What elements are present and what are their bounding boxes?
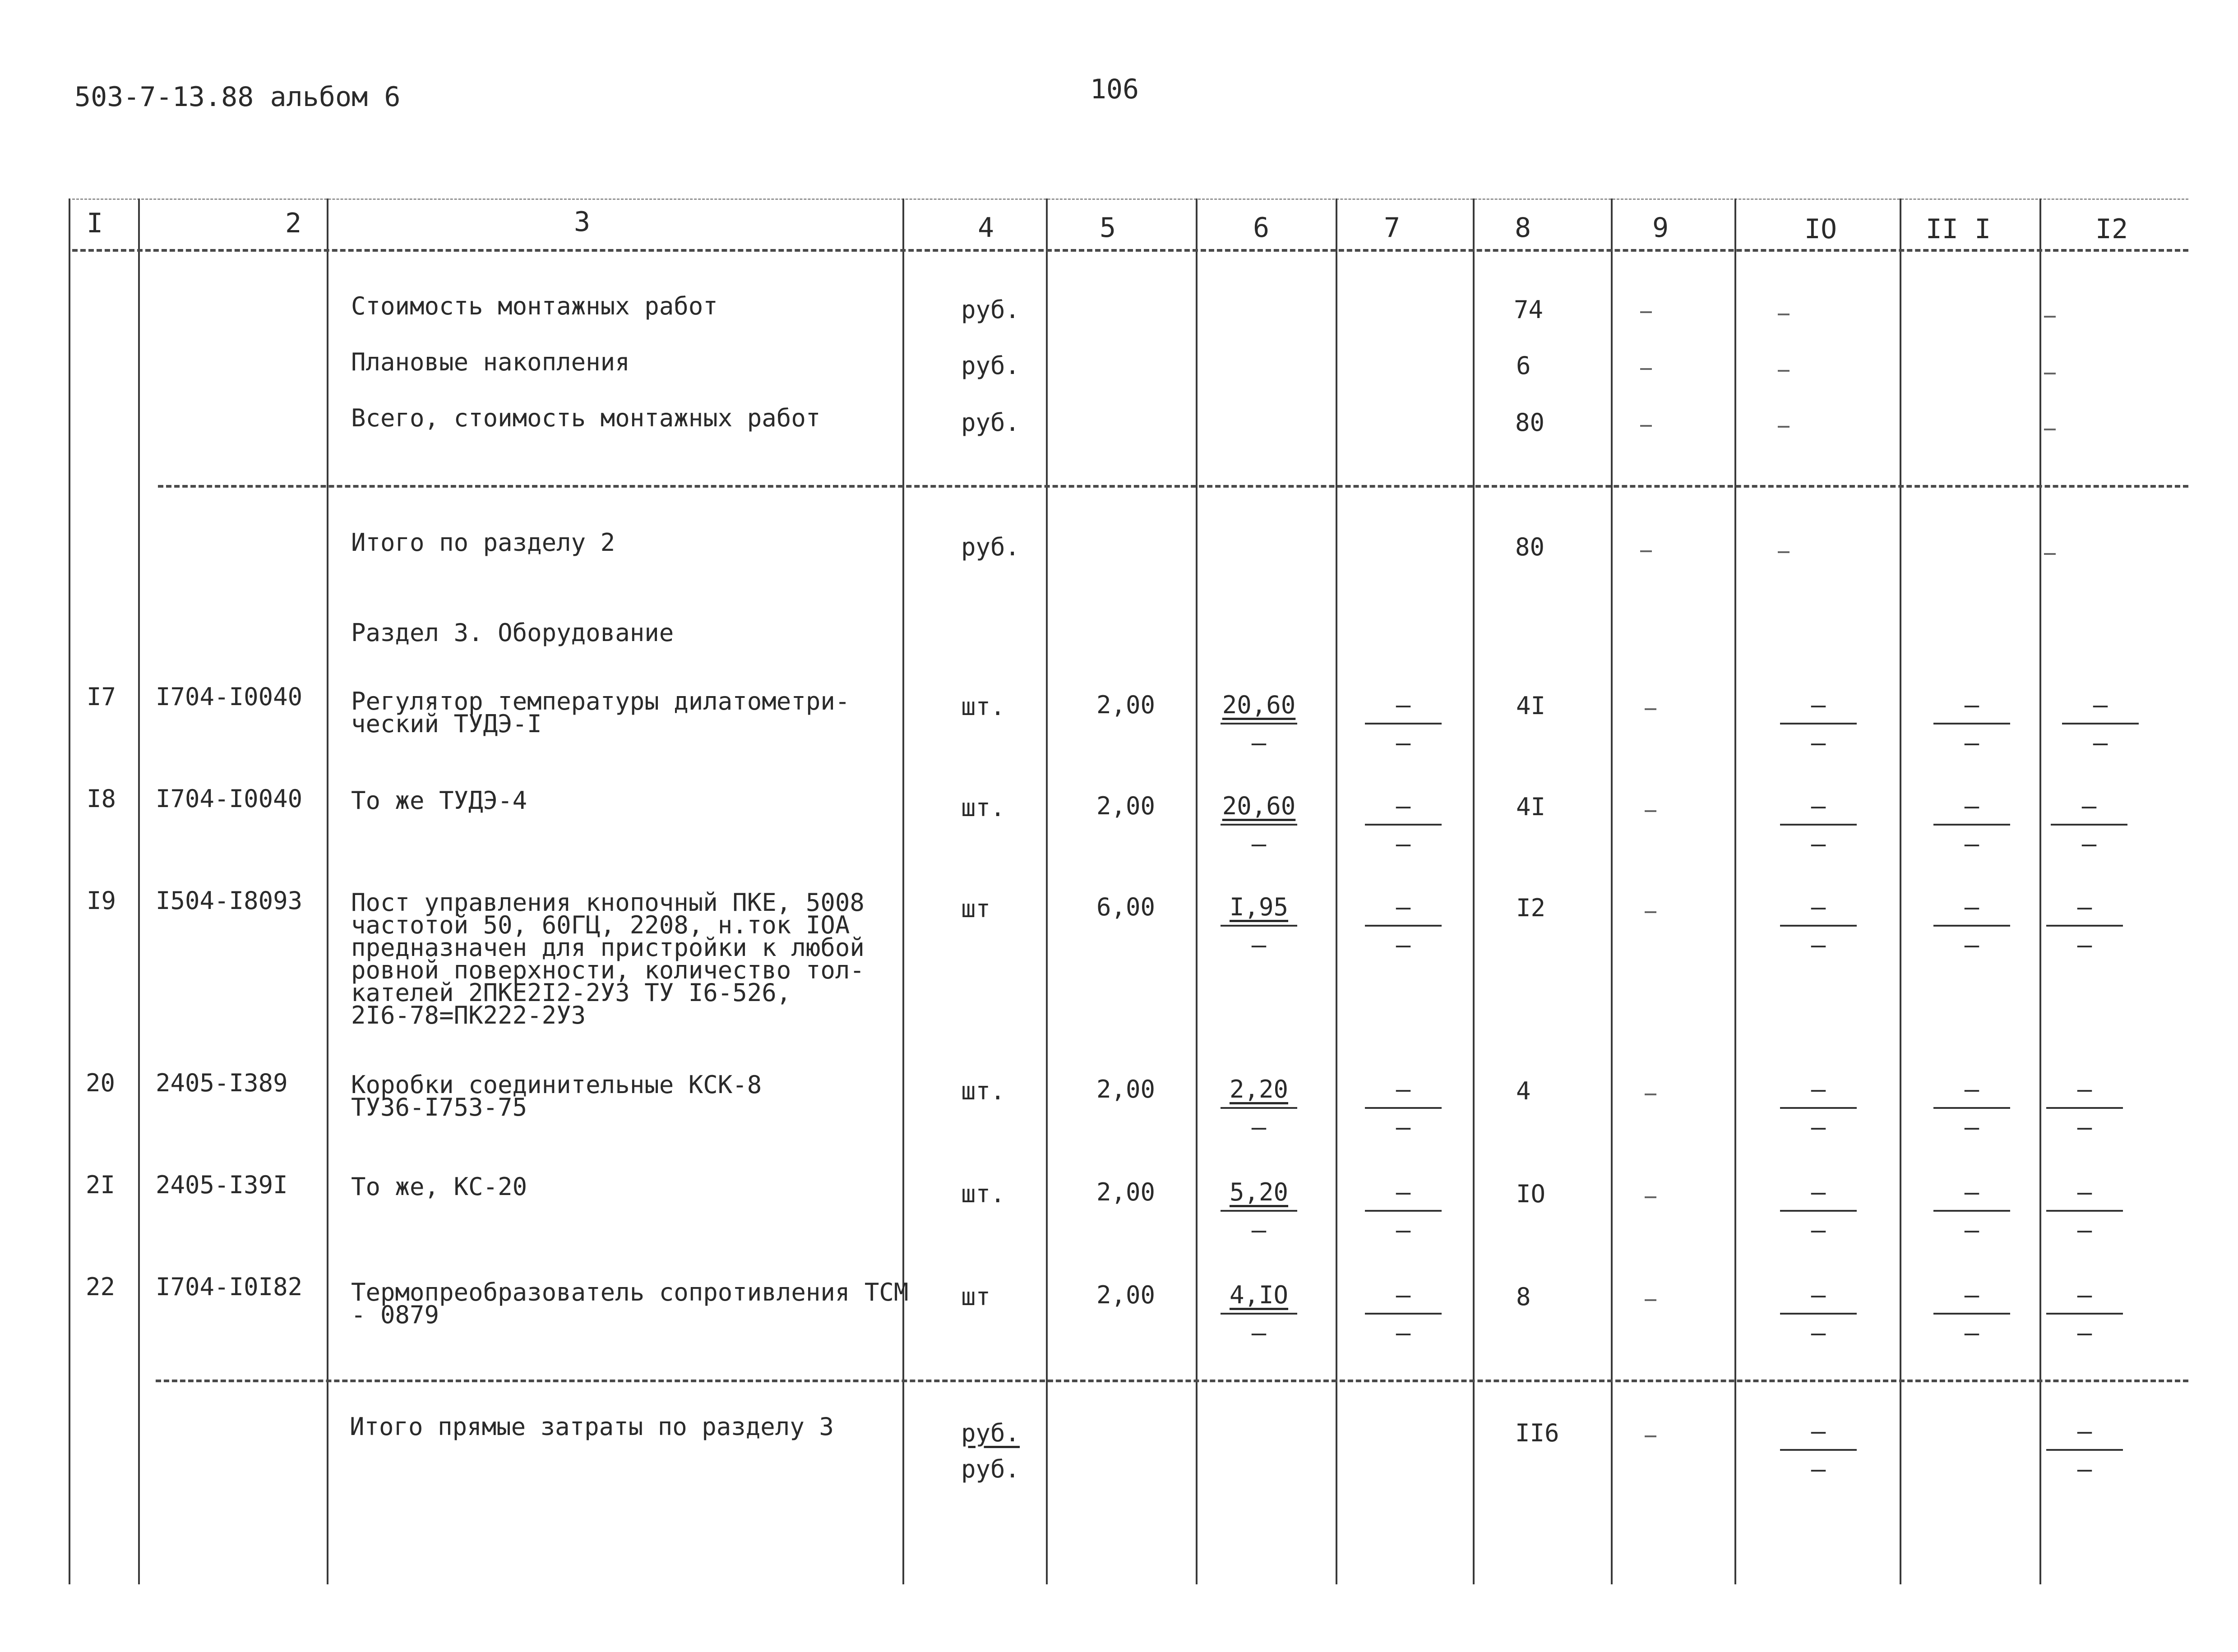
- column-divider: [1473, 198, 1475, 1584]
- column-divider: [327, 198, 328, 1584]
- empty-fraction: [1780, 1180, 1857, 1248]
- column-divider: [1336, 198, 1337, 1584]
- page-number: 106: [1090, 74, 1139, 105]
- row-number: I9: [87, 886, 116, 915]
- column-header: II I: [1925, 213, 1991, 245]
- dash-mark: [2044, 553, 2056, 555]
- row-total: 80: [1515, 408, 1545, 437]
- section-divider: [156, 1380, 2188, 1382]
- unit-price: 4,IO: [1229, 1281, 1289, 1309]
- dash-mark: [1645, 708, 1656, 710]
- row-unit: руб.: [961, 533, 1020, 561]
- empty-fraction: [2062, 693, 2139, 761]
- row-number: I7: [87, 683, 116, 711]
- row-quantity: 2,00: [1096, 1281, 1156, 1309]
- row-quantity: 2,00: [1096, 691, 1156, 719]
- column-divider: [138, 198, 140, 1584]
- header-bottom-rule: [72, 249, 2188, 252]
- row-unit: шт.: [961, 1077, 1005, 1105]
- dash-mark: [1645, 1435, 1656, 1437]
- section-divider: [158, 485, 2188, 488]
- dash-mark: [1645, 1196, 1656, 1198]
- empty-fraction: [1780, 794, 1857, 862]
- dash-mark: [1640, 311, 1652, 313]
- row-code: 2405-I389: [156, 1069, 288, 1097]
- empty-fraction: [1933, 1077, 2010, 1145]
- column-header: 2: [285, 208, 302, 239]
- empty-fraction: [1933, 1180, 2010, 1248]
- empty-fraction: [2046, 1180, 2123, 1248]
- row-total: 74: [1514, 295, 1544, 324]
- dash-mark: [1645, 911, 1656, 913]
- row-label: Стоимость монтажных работ: [351, 292, 718, 320]
- dash-mark: [1778, 426, 1789, 428]
- dash-mark: [1778, 370, 1789, 372]
- row-description: Пост управления кнопочный ПКЕ, 5008 частотой 50, 60ГЦ, 2208, н.ток IOA предназначен для пристройки к любой ровной поверхности, количество тол- кателей 2ПКЕ2I2-2УЗ ТУ I6-526, 2I6-78=ПК222-2УЗ: [351, 888, 865, 1029]
- empty-fraction: [2046, 1283, 2123, 1351]
- empty-fraction: [1933, 895, 2010, 963]
- column-divider: [902, 198, 904, 1584]
- empty-fraction: [1933, 1283, 2010, 1351]
- row-unit: шт: [961, 895, 991, 923]
- column-header: 5: [1099, 212, 1116, 244]
- row-total: 4: [1516, 1077, 1531, 1105]
- column-header: 7: [1383, 212, 1401, 244]
- dash-mark: [1640, 550, 1652, 552]
- dash-mark: [2044, 373, 2056, 374]
- price-fraction: [1221, 1180, 1297, 1248]
- column-header: I: [86, 208, 103, 239]
- unit-price: I,95: [1229, 893, 1289, 921]
- empty-fraction: [1933, 794, 2010, 862]
- unit-price: 20,60: [1222, 792, 1296, 820]
- row-total: II6: [1515, 1419, 1559, 1447]
- row-unit: шт.: [961, 794, 1005, 822]
- row-unit: руб.: [961, 1419, 1020, 1447]
- price-fraction: [1221, 1283, 1297, 1351]
- row-unit: шт.: [961, 1180, 1005, 1208]
- row-description: Регулятор температуры дилатометри- ческий ТУДЭ-I: [351, 687, 850, 738]
- row-description: Коробки соединительные КСК-8 ТУ36-I753-75: [351, 1071, 762, 1121]
- unit-price: 5,20: [1229, 1178, 1289, 1206]
- column-divider: [1196, 198, 1198, 1584]
- row-total: 80: [1515, 533, 1545, 561]
- empty-fraction: [1780, 895, 1857, 963]
- empty-fraction: [1780, 1283, 1857, 1351]
- row-total: IO: [1516, 1180, 1546, 1208]
- dash-mark: [1645, 1299, 1656, 1301]
- column-header: 3: [573, 206, 591, 238]
- row-unit: шт: [961, 1283, 991, 1311]
- row-label: Всего, стоимость монтажных работ: [351, 404, 821, 432]
- empty-fraction: [1365, 1283, 1442, 1351]
- row-code: I704-I0I82: [156, 1273, 303, 1301]
- dash-mark: [1778, 551, 1789, 553]
- row-code: I704-I0040: [156, 784, 303, 813]
- row-total: I2: [1516, 894, 1546, 922]
- document-code: 503-7-13.88 альбом 6: [74, 81, 401, 113]
- row-code: I704-I0040: [156, 683, 303, 711]
- column-header: 4: [977, 212, 994, 244]
- row-description: То же ТУДЭ-4: [351, 786, 527, 815]
- empty-fraction: [1780, 1419, 1857, 1487]
- row-total: 4I: [1516, 793, 1546, 821]
- column-divider: [1900, 198, 1901, 1584]
- row-number: 20: [86, 1069, 116, 1097]
- dash-mark: [2044, 429, 2056, 430]
- column-divider: [69, 198, 70, 1584]
- row-code: I504-I8093: [156, 886, 303, 915]
- row-description: Термопреобразователь сопротивления ТСМ - 0879: [351, 1278, 909, 1329]
- table-top-rule: [72, 198, 2188, 200]
- row-label: Плановые накопления: [351, 348, 630, 376]
- column-header: I2: [2095, 213, 2128, 245]
- empty-fraction: [2046, 1077, 2123, 1145]
- column-divider: [1611, 198, 1613, 1584]
- empty-fraction: [1780, 1077, 1857, 1145]
- dash-mark: [1645, 810, 1656, 812]
- column-header: 6: [1253, 212, 1270, 244]
- row-number: I8: [87, 784, 116, 813]
- empty-fraction: [2051, 794, 2127, 862]
- row-unit-secondary: руб.: [961, 1455, 1020, 1483]
- dash-mark: [1640, 368, 1652, 370]
- price-fraction: [1221, 693, 1297, 761]
- price-fraction: [1221, 1077, 1297, 1145]
- row-unit: руб.: [961, 351, 1020, 380]
- empty-fraction: [1365, 895, 1442, 963]
- column-header: 9: [1652, 212, 1669, 244]
- row-label: Итого прямые затраты по разделу 3: [350, 1412, 834, 1441]
- column-divider: [1734, 198, 1736, 1584]
- dash-mark: [1645, 1094, 1656, 1095]
- row-total: 8: [1516, 1283, 1531, 1311]
- empty-fraction: [1933, 693, 2010, 761]
- row-unit: руб.: [961, 408, 1020, 437]
- row-total: 6: [1516, 351, 1531, 380]
- dash-mark: [2044, 316, 2056, 318]
- unit-price: 2,20: [1229, 1075, 1289, 1103]
- empty-fraction: [1365, 693, 1442, 761]
- dash-mark: [1640, 425, 1652, 427]
- row-total: 4I: [1516, 692, 1546, 720]
- column-header: IO: [1804, 213, 1837, 245]
- price-fraction: [1221, 794, 1297, 862]
- column-divider: [2039, 198, 2041, 1584]
- row-quantity: 2,00: [1096, 1178, 1156, 1206]
- row-description: То же, КС-20: [351, 1172, 527, 1201]
- empty-fraction: [2046, 895, 2123, 963]
- row-unit: шт.: [961, 692, 1005, 721]
- empty-fraction: [1365, 794, 1442, 862]
- dash-mark: [1778, 314, 1789, 315]
- price-fraction: [1221, 895, 1297, 963]
- row-number: 22: [86, 1273, 116, 1301]
- row-code: 2405-I39I: [156, 1171, 288, 1199]
- empty-fraction: [2046, 1419, 2123, 1487]
- row-quantity: 2,00: [1096, 1075, 1156, 1103]
- section-title: Раздел 3. Оборудование: [351, 618, 674, 647]
- empty-fraction: [1780, 693, 1857, 761]
- unit-price: 20,60: [1222, 691, 1296, 719]
- row-quantity: 6,00: [1096, 893, 1156, 921]
- column-divider: [1046, 198, 1048, 1584]
- column-header: 8: [1514, 212, 1531, 244]
- row-label: Итого по разделу 2: [351, 528, 615, 557]
- empty-fraction: [1365, 1077, 1442, 1145]
- empty-fraction: [1365, 1180, 1442, 1248]
- row-unit: руб.: [961, 295, 1020, 324]
- row-number: 2I: [86, 1171, 116, 1199]
- row-quantity: 2,00: [1096, 792, 1156, 820]
